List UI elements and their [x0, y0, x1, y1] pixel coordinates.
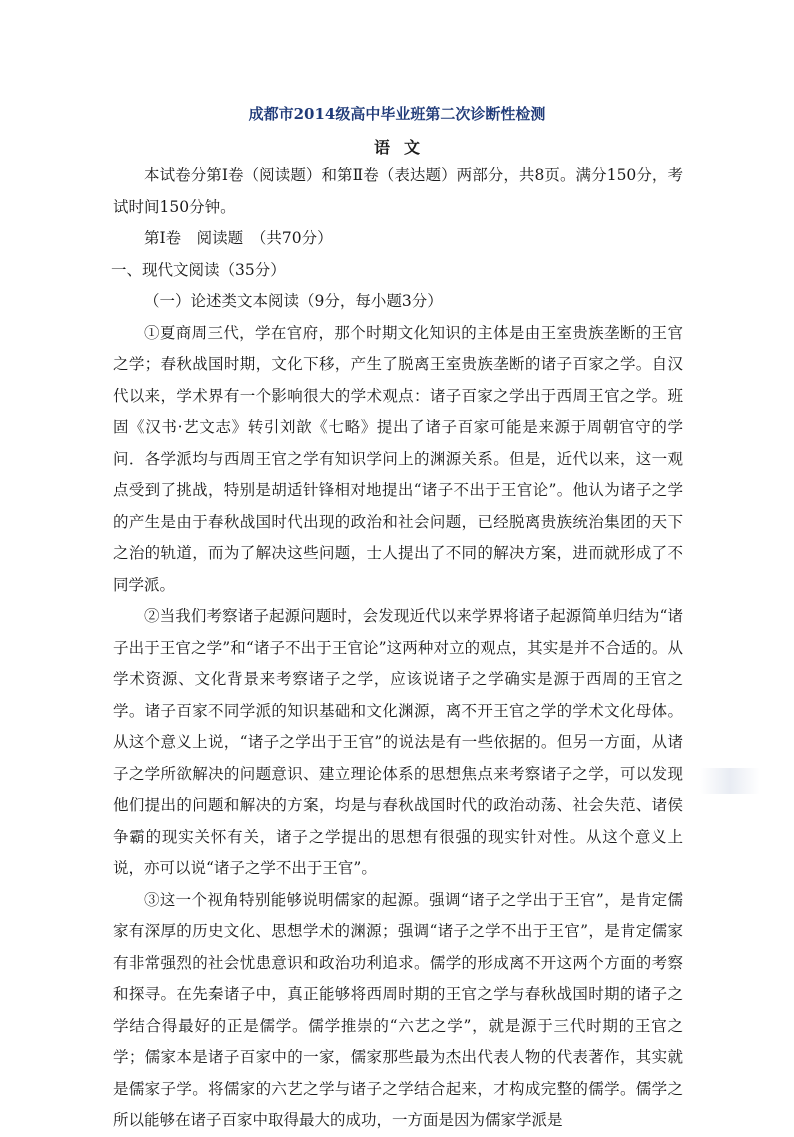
paragraph-2: ②当我们考察诸子起源问题时，会发现近代以来学界将诸子起源简单归结为“诸子出于王官之学”和“诸子不出于王官论”这两种对立的观点，其实是并不合适的。从学术资源、文化背景来考察诸子之学，应该说诸子之学确实是源于西周的王官之学。诸子百家不同学派的知识基础和文化渊源，离不开王官之学的学术文化母体。从这个意义上说，“诸子之学出于王官”的说法是有一些依据的。但另一方面，从诸子之学所欲解决的问题意识、建立理论体系的思想焦点来考察诸子之学，可以发现他们提出的问题和解决的方案，均是与春秋战国时代的政治动荡、社会失范、诸侯争霸的现实关怀有关，诸子之学提出的思想有很强的现实针对性。从这个意义上说，亦可以说“诸子之学不出于王官”。	[113, 607, 683, 877]
subsection-heading: （一）论述类文本阅读（9分，每小题3分）	[144, 292, 443, 310]
subject-heading: 语文	[373, 138, 434, 157]
part-heading: 第Ⅰ卷 阅读题 （共70分）	[144, 229, 333, 247]
faint-watermark-smudge	[700, 768, 760, 794]
document-body	[113, 160, 683, 1137]
document-title: 成都市2014级高中毕业班第二次诊断性检测	[248, 105, 546, 123]
paragraph-3: ③这一个视角特别能够说明儒家的起源。强调“诸子之学出于王官”，是肯定儒家有深厚的历史文化、思想学术的渊源；强调“诸子之学不出于王官”，是肯定儒家有非常强烈的社会忧患意识和政治功利追求。儒学的形成离不开这两个方面的考察和探寻。在先秦诸子中，真正能够将西周时期的王官之学与春秋战国时期的诸子之学结合得最好的正是儒学。儒学推崇的“六艺之学”，就是源于三代时期的王官之学；儒家本是诸子百家中的一家，儒家那些最为杰出代表人物的代表著作，其实就是儒家子学。将儒家的六艺之学与诸子之学结合起来，才构成完整的儒学。儒学之所以能够在诸子百家中取得最大的成功，一方面是因为儒家学派是	[113, 890, 683, 1129]
paragraph-1: ①夏商周三代，学在官府，那个时期文化知识的主体是由王室贵族垄断的王官之学；春秋战国时期，文化下移，产生了脱离王室贵族垄断的诸子百家之学。自汉代以来，学术界有一个影响很大的学术观点：诸子百家之学出于西周王官之学。班固《汉书·艺文志》转引刘歆《七略》提出了诸子百家可能是来源于周朝官守的学问．各学派均与西周王官之学有知识学问上的渊源关系。但是，近代以来，这一观点受到了挑战，特别是胡适针锋相对地提出“诸子不出于王官论”。他认为诸子之学的产生是由于春秋战国时代出现的政治和社会问题，已经脱离贵族统治集团的天下之治的轨道，而为了解决这些问题，士人提出了不同的解决方案，进而就形成了不同学派。	[113, 323, 683, 594]
exam-intro: 本试卷分第Ⅰ卷（阅读题）和第Ⅱ卷（表达题）两部分，共8页。满分150分，考试时间150分钟。	[113, 166, 683, 216]
section-heading: 一、现代文阅读（35分）	[111, 260, 286, 279]
